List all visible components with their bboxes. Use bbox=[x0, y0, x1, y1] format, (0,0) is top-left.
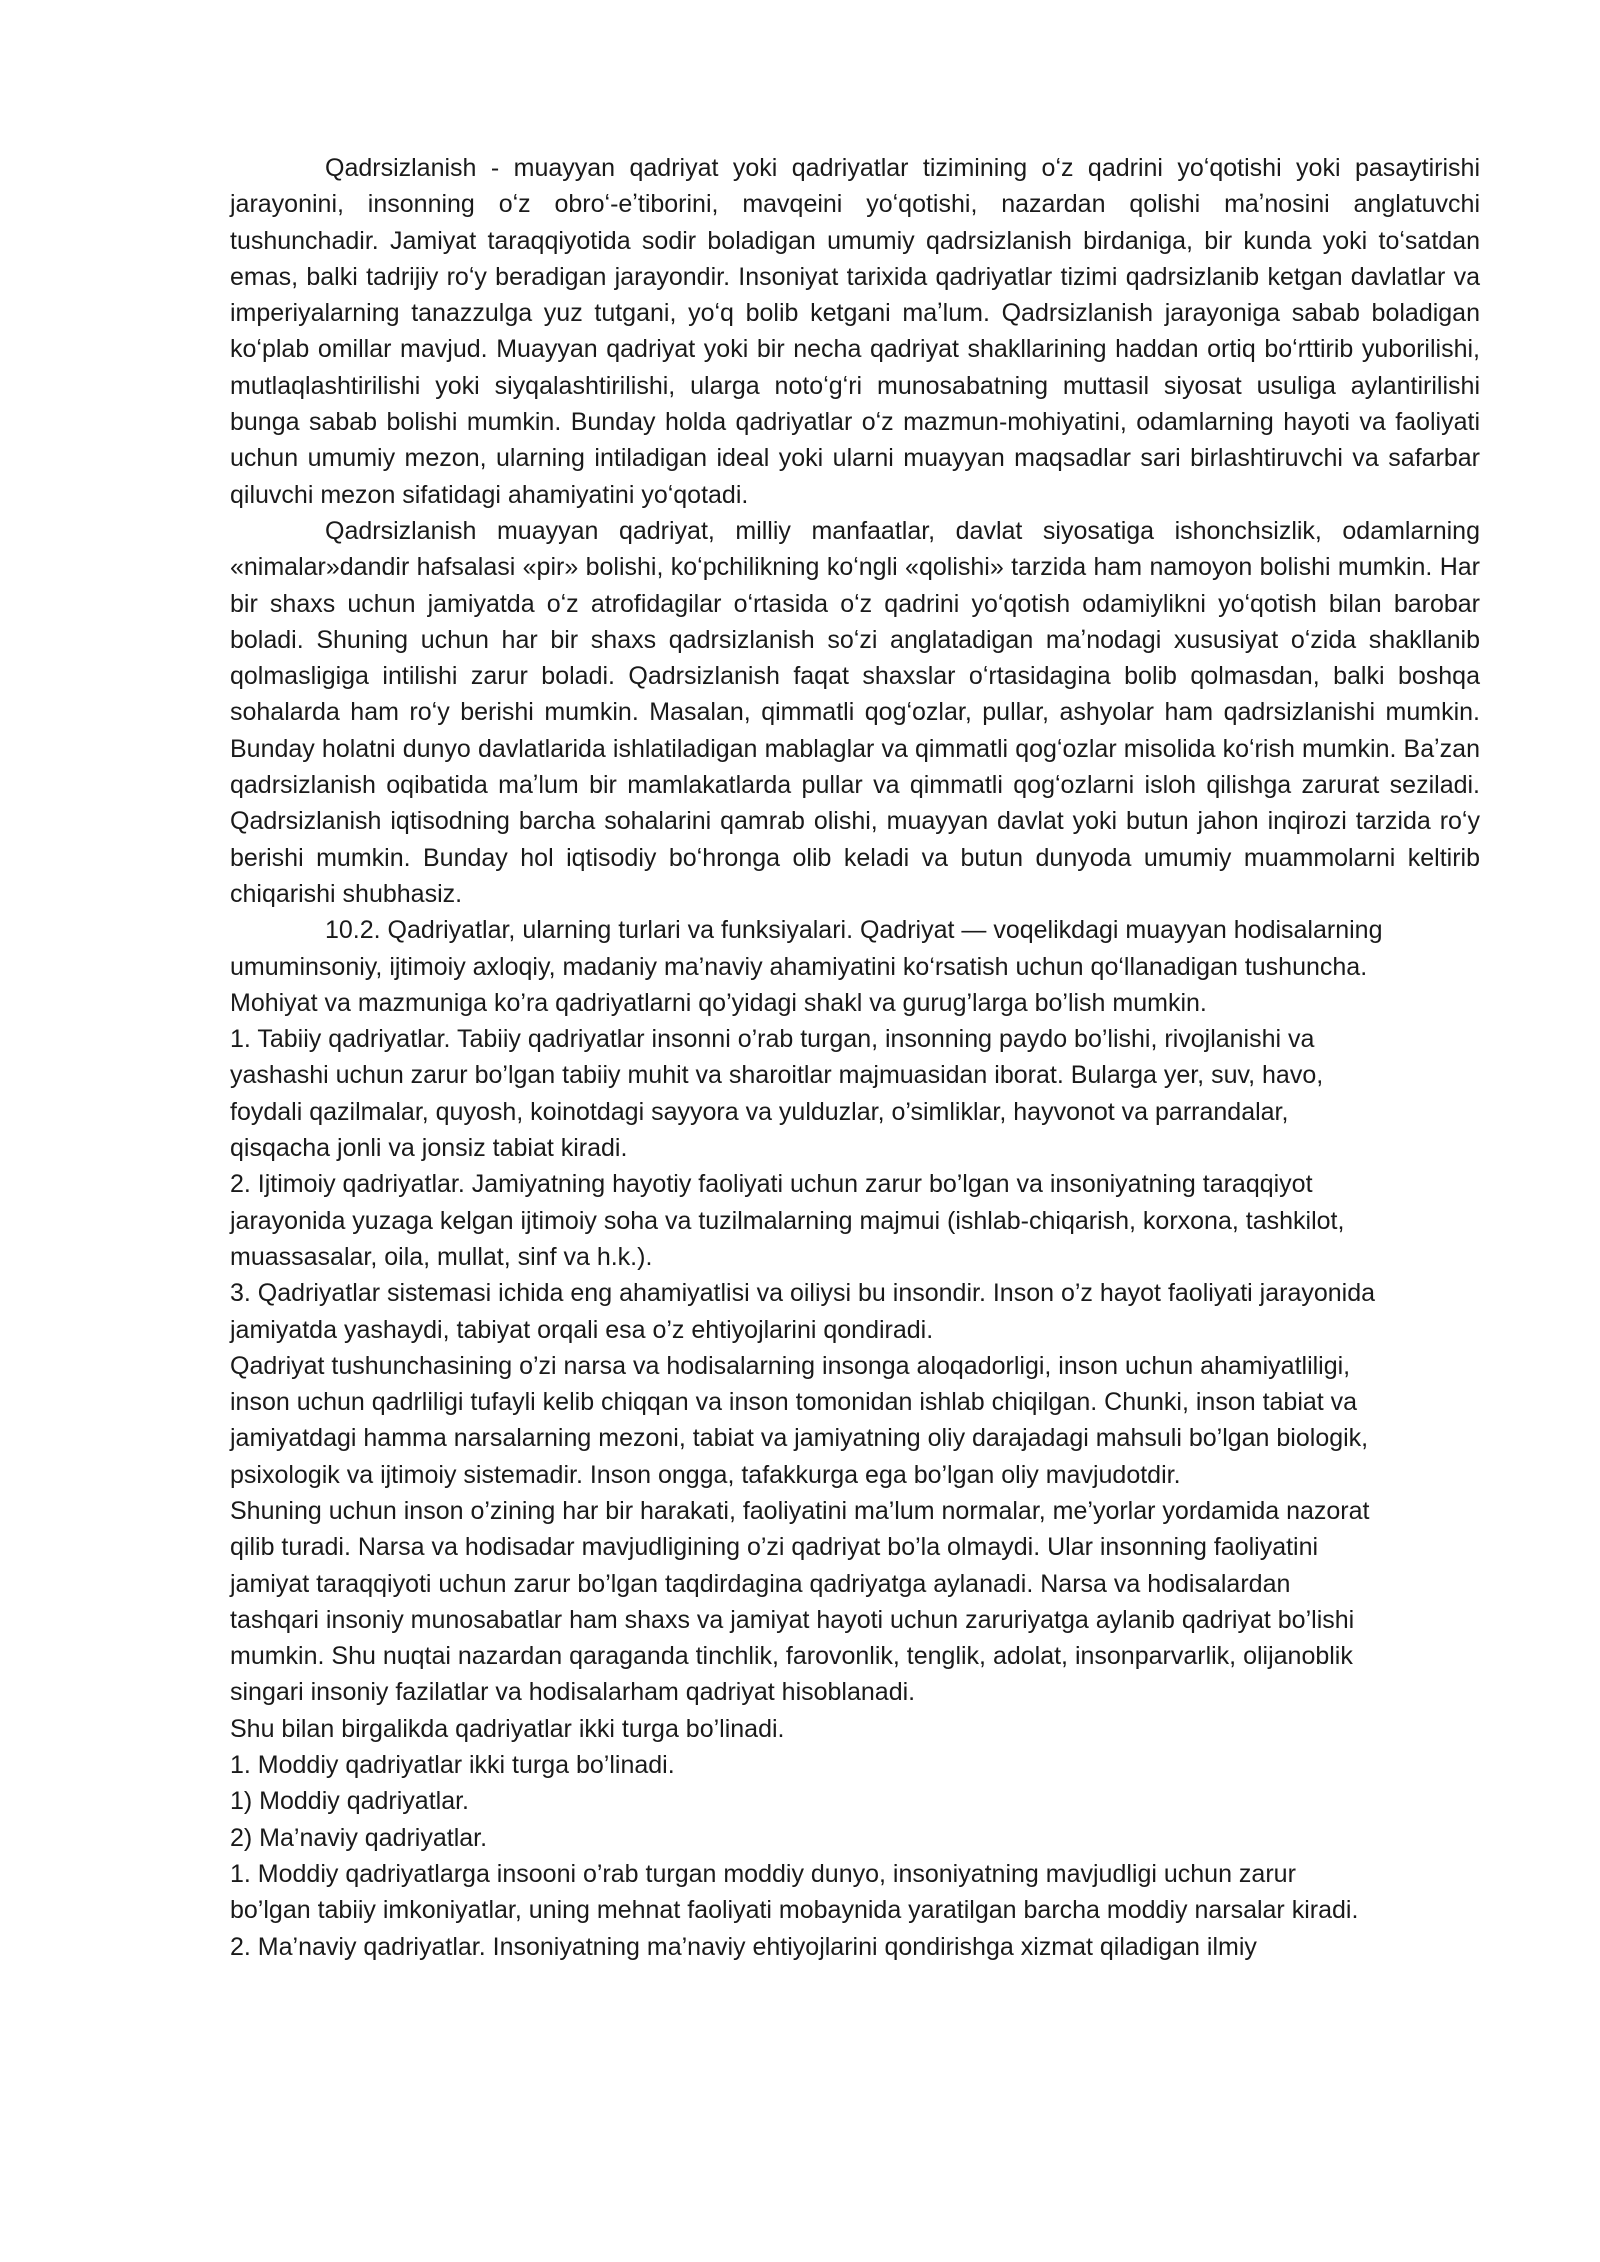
list-item: 2. Ma’naviy qadriyatlar. Insoniyatning ma’naviy ehtiyojlarini qondirishga xizmat qiladigan ilmiy bbox=[230, 1932, 1257, 1961]
list-item: 2. Ijtimoiy qadriyatlar. Jamiyatning hayotiy faoliyati uchun zarur bo’lgan va insoniyatning taraqqiyot bbox=[230, 1170, 1313, 1199]
text-line: umuminsoniy, ijtimoiy axloqiy, madaniy ma’naviy ahamiyatini ko‘rsatish uchun qo‘llanadigan tushuncha. bbox=[230, 952, 1368, 981]
text-line: singari insoniy fazilatlar va hodisalarham qadriyat hisoblanadi. bbox=[230, 1678, 916, 1707]
list-item: 1. Moddiy qadriyatlarga insooni o’rab turgan moddiy dunyo, insoniyatning mavjudligi uchun zarur bbox=[230, 1859, 1296, 1888]
paragraph-qadrsizlanish-definition: Qadrsizlanish - muayyan qadriyat yoki qadriyatlar tizimining oʻz qadrini yoʻqotishi yoki pasaytirishi jarayonini, insonning oʻz obroʻ-eʼtiborini, mavqeini yoʻqotishi, nazardan qolishi maʼnosini anglatuvchi tushunchadir. Jamiyat taraqqiyotida sodir boladigan umumiy qadrsizlanish birdaniga, bir kunda yoki toʻsatdan emas, balki tadrijiy roʻy beradigan jarayondir. Insoniyat tarixida qadriyatlar tizimi qadrsizlanib ketgan davlatlar va imperiyalarning tanazzulga yuz tutgani, yoʻq bolib ketgani maʼlum. Qadrsizlanish jarayoniga sabab boladigan koʻplab omillar mavjud. Muayyan qadriyat yoki bir necha qadriyat shakllarining haddan ortiq boʻrttirib yuborilishi, mutlaqlashtirilishi yoki siyqalashtirilishi, ularga notoʻgʻri munosabatning muttasil siyosat usuliga aylantirilishi bunga sabab bolishi mumkin. Bunday holda qadriyatlar oʻz mazmun-mohiyatini, odamlarning hayoti va faoliyati uchun umumiy mezon, ularning intiladigan ideal yoki ularni muayyan maqsadlar sari birlashtiruvchi va safarbar qiluvchi mezon sifatidagi ahamiyatini yoʻqotadi. bbox=[230, 154, 1480, 509]
text-line: Qadriyat tushunchasining o’zi narsa va hodisalarning insonga aloqadorligi, inson uchun ahamiyatliligi, bbox=[230, 1351, 1351, 1380]
text-line: jamiyatda yashaydi, tabiyat orqali esa o’z ehtiyojlarini qondiradi. bbox=[230, 1315, 934, 1344]
text-line: qilib turadi. Narsa va hodisadar mavjudligining o’zi qadriyat bo’la olmaydi. Ular insonning faoliyatini bbox=[230, 1533, 1319, 1562]
text-line: Shu bilan birgalikda qadriyatlar ikki turga bo’linadi. bbox=[230, 1714, 785, 1743]
text-line: foydali qazilmalar, quyosh, koinotdagi sayyora va yulduzlar, o’simliklar, hayvonot va parrandalar, bbox=[230, 1097, 1289, 1126]
list-item: 3. Qadriyatlar sistemasi ichida eng ahamiyatlisi va oiliysi bu insondir. Inson o’z hayot faoliyati jarayonida bbox=[230, 1279, 1376, 1308]
text-line: Mohiyat va mazmuniga ko’ra qadriyatlarni qo’yidagi shakl va gurug’larga bo’lish mumkin. bbox=[230, 988, 1207, 1017]
text-line: jamiyatdagi hamma narsalarning mezoni, tabiat va jamiyatning oliy darajadagi mahsuli bo’lgan biologik, bbox=[230, 1424, 1369, 1453]
text-line: psixologik va ijtimoiy sistemadir. Inson ongga, tafakkurga ega bo’lgan oliy mavjudotdir. bbox=[230, 1460, 1181, 1489]
list-item: 1. Moddiy qadriyatlar ikki turga bo’linadi. bbox=[230, 1751, 675, 1780]
text-line: tashqari insoniy munosabatlar ham shaxs va jamiyat hayoti uchun zaruriyatga aylanib qadriyat bo’lishi bbox=[230, 1605, 1355, 1634]
text-line: inson uchun qadrliligi tufayli kelib chiqqan va inson tomonidan ishlab chiqilgan. Chunki, inson tabiat va bbox=[230, 1388, 1358, 1417]
text-line: jarayonida yuzaga kelgan ijtimoiy soha va tuzilmalarning majmui (ishlab-chiqarish, korxona, tashkilot, bbox=[230, 1206, 1345, 1235]
list-item: 2) Ma’naviy qadriyatlar. bbox=[230, 1823, 488, 1852]
text-line: mumkin. Shu nuqtai nazardan qaraganda tinchlik, farovonlik, tenglik, adolat, insonparvarlik, olijanoblik bbox=[230, 1642, 1353, 1671]
text-line: jamiyat taraqqiyoti uchun zarur bo’lgan taqdirdagina qadriyatga aylanadi. Narsa va hodisalardan bbox=[230, 1569, 1291, 1598]
section-heading: 10.2. Qadriyatlar, ularning turlari va funksiyalari. Qadriyat — voqelikdagi muayyan hodisalarning bbox=[325, 916, 1383, 945]
text-line: yashashi uchun zarur bo’lgan tabiiy muhit va sharoitlar majmuasidan iborat. Bularga yer, suv, havo, bbox=[230, 1061, 1324, 1090]
paragraph-qadrsizlanish-forms: Qadrsizlanish muayyan qadriyat, milliy manfaatlar, davlat siyosatiga ishonchsizlik, odamlarning «nimalar»dandir hafsalasi «pir» bolishi, koʻpchilikning koʻngli «qolishi» tarzida ham namoyon bolishi mumkin. Har bir shaxs uchun jamiyatda oʻz atrofidagilar oʻrtasida oʻz qadrini yoʻqotish odamiylikni yoʻqotish bilan barobar boladi. Shuning uchun har bir shaxs qadrsizlanish soʻzi anglatadigan maʼnodagi xususiyat oʻzida shakllanib qolmasligiga intilishi zarur boladi. Qadrsizlanish faqat shaxslar oʻrtasidagina bolib qolmasdan, balki boshqa sohalarda ham roʻy berishi mumkin. Masalan, qimmatli qogʻozlar, pullar, ashyolar ham qadrsizlanishi mumkin. Bunday holatni dunyo davlatlarida ishlatiladigan mablaglar va qimmatli qogʻozlar misolida koʻrish mumkin. Baʼzan qadrsizlanish oqibatida maʼlum bir mamlakatlarda pullar va qimmatli qogʻozlarni isloh qilishga zarurat seziladi. Qadrsizlanish iqtisodning barcha sohalarini qamrab olishi, muayyan davlat yoki butun jahon inqirozi tarzida roʻy berishi mumkin. Bunday hol iqtisodiy boʻhronga olib keladi va butun dunyoda umumiy muammolarni keltirib chiqarishi shubhasiz. bbox=[230, 516, 1480, 908]
document-page bbox=[230, 150, 1480, 1965]
list-item: 1. Tabiiy qadriyatlar. Tabiiy qadriyatlar insonni o’rab turgan, insonning paydo bo’lishi, rivojlanishi va bbox=[230, 1025, 1315, 1054]
text-line: muassasalar, oila, mullat, sinf va h.k.). bbox=[230, 1242, 653, 1271]
list-item: 1) Moddiy qadriyatlar. bbox=[230, 1787, 470, 1816]
text-line: qisqacha jonli va jonsiz tabiat kiradi. bbox=[230, 1134, 628, 1163]
text-line: bo’lgan tabiiy imkoniyatlar, uning mehnat faoliyati mobaynida yaratilgan barcha moddiy narsalar kiradi. bbox=[230, 1896, 1359, 1925]
text-line: Shuning uchun inson o’zining har bir harakati, faoliyatini ma’lum normalar, me’yorlar yordamida nazorat bbox=[230, 1496, 1370, 1525]
